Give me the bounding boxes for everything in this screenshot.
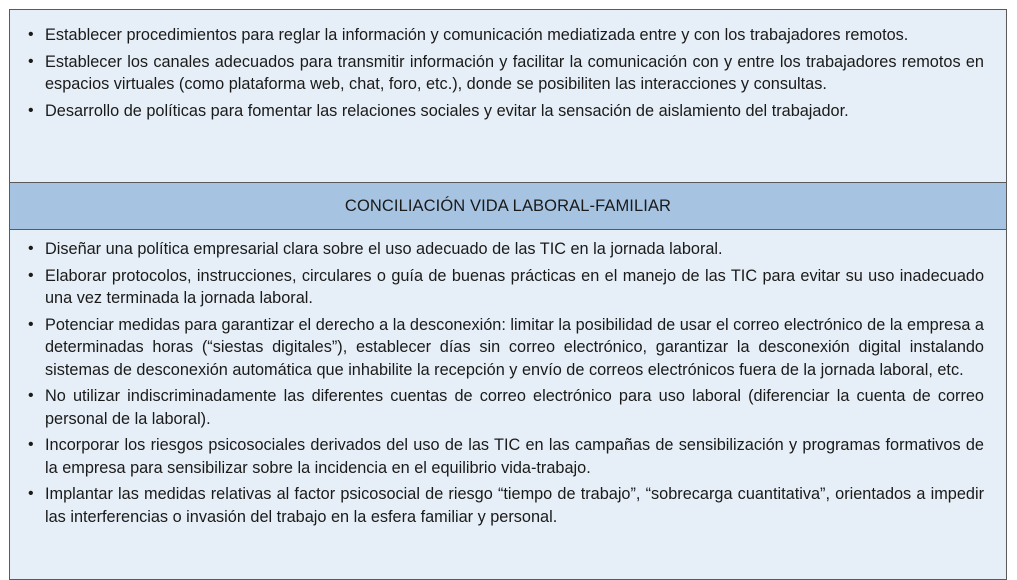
list-item-text: No utilizar indiscriminadamente las diferentes cuentas de correo electrónico para uso laboral (diferenciar la cuenta de correo personal de la laboral). xyxy=(45,387,984,428)
list-item xyxy=(28,24,984,47)
list-item xyxy=(28,238,984,261)
list-item-text: Potenciar medidas para garantizar el derecho a la desconexión: limitar la posibilidad de usar el correo electrónico de la empresa a determinadas horas (“siestas digitales”), establecer días sin correo electrónico, garantizar la desconexión digital instalando sistemas de desconexión automática que inhabilite la recepción y envío de correos electrónicos fuera de la jornada laboral, etc. xyxy=(45,315,984,379)
communication-measures-list xyxy=(28,24,984,122)
list-item xyxy=(28,51,984,96)
bullet-icon: • xyxy=(28,101,34,119)
measures-table xyxy=(9,9,1007,580)
list-item-text: Diseñar una política empresarial clara sobre el uso adecuado de las TIC en la jornada laboral. xyxy=(45,240,723,258)
list-item-text: Elaborar protocolos, instrucciones, circulares o guía de buenas prácticas en el manejo de las TIC para evitar su uso inadecuado una vez terminada la jornada laboral. xyxy=(45,266,984,307)
list-item xyxy=(28,100,984,123)
list-item xyxy=(28,434,984,479)
list-item-text: Establecer los canales adecuados para transmitir información y facilitar la comunicación con y entre los trabajadores remotos en espacios virtuales (como plataforma web, chat, foro, etc.), donde se posibiliten las interacciones y consultas. xyxy=(45,52,984,93)
communication-measures-section xyxy=(10,10,1006,183)
work-life-balance-section xyxy=(10,230,1006,579)
bullet-icon: • xyxy=(28,387,34,404)
list-item xyxy=(28,265,984,310)
list-item-text: Implantar las medidas relativas al factor psicosocial de riesgo “tiempo de trabajo”, “sobrecarga cuantitativa”, orientados a impedir las interferencias o invasión del trabajo en la esfera familiar y personal. xyxy=(45,485,984,526)
list-item-text: Incorporar los riesgos psicosociales derivados del uso de las TIC en las campañas de sensibilización y programas formativos de la empresa para sensibilizar sobre la incidencia en el equilibrio vida-trabajo. xyxy=(45,436,984,477)
bullet-icon: • xyxy=(28,52,34,70)
section-header xyxy=(10,183,1006,230)
list-item-text: Desarrollo de políticas para fomentar las relaciones sociales y evitar la sensación de aislamiento del trabajador. xyxy=(45,101,849,120)
bullet-icon: • xyxy=(28,26,34,43)
list-item xyxy=(28,483,984,528)
bullet-icon: • xyxy=(28,315,34,333)
work-life-balance-list xyxy=(28,238,984,528)
list-item xyxy=(28,314,984,382)
bullet-icon: • xyxy=(28,436,34,453)
list-item xyxy=(28,385,984,430)
bullet-icon: • xyxy=(28,485,34,502)
list-item-text: Establecer procedimientos para reglar la información y comunicación mediatizada entre y con los trabajadores remotos. xyxy=(45,26,909,44)
bullet-icon: • xyxy=(28,240,34,257)
section-header-title: CONCILIACIÓN VIDA LABORAL-FAMILIAR xyxy=(344,196,672,215)
bullet-icon: • xyxy=(28,266,34,284)
